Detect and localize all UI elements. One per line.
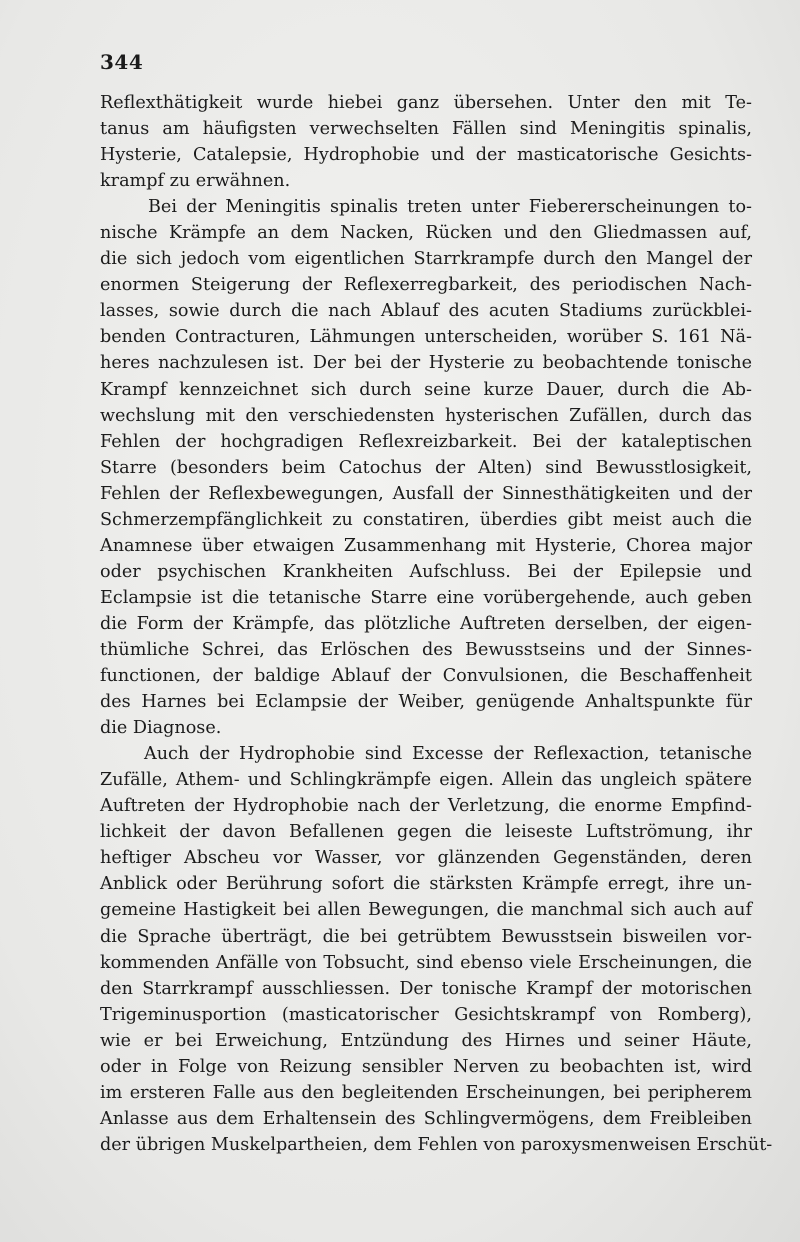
text-line: thümliche Schrei, das Erlöschen des Bewusstseins und der Sinnes- xyxy=(100,639,752,660)
text-line: oder psychischen Krankheiten Aufschluss. Bei der Epilepsie und xyxy=(100,561,752,582)
text-line: des Harnes bei Eclampsie der Weiber, genügende Anhaltspunkte für xyxy=(100,692,752,713)
text-line: nische Krämpfe an dem Nacken, Rücken und den Gliedmassen auf, xyxy=(100,223,752,244)
text-line: Hysterie, Catalepsie, Hydrophobie und der masticatorische Gesichts- xyxy=(100,145,752,166)
text-line: wechslung mit den verschiedensten hysterischen Zufällen, durch das xyxy=(100,405,752,426)
text-line: die Form der Krämpfe, das plötzliche Auftreten derselben, der eigen- xyxy=(100,613,752,634)
text-line: lasses, sowie durch die nach Ablauf des acuten Stadiums zurückblei- xyxy=(100,301,752,322)
text-line: enormen Steigerung der Reflexerregbarkeit, des periodischen Nach- xyxy=(100,275,752,296)
text-line: benden Contracturen, Lähmungen unterscheiden, worüber S. 161 Nä- xyxy=(100,327,752,348)
text-line: Auch der Hydrophobie sind Excesse der Reflexaction, tetanische xyxy=(144,744,752,765)
text-line: Reflexthätigkeit wurde hiebei ganz übersehen. Unter den mit Te- xyxy=(100,93,752,113)
text-line: Anlasse aus dem Erhaltensein des Schlingvermögens, dem Freibleiben xyxy=(100,1108,752,1129)
text-line: Bei der Meningitis spinalis treten unter Fiebererscheinungen to- xyxy=(148,197,752,218)
text-line: Zufälle, Athem- und Schlingkrämpfe eigen. Allein das ungleich spätere xyxy=(100,770,752,791)
body-text xyxy=(100,90,773,1158)
text-line: die Diagnose. xyxy=(100,718,222,739)
text-line: Anamnese über etwaigen Zusammenhang mit Hysterie, Chorea major xyxy=(100,535,752,556)
text-line: lichkeit der davon Befallenen gegen die leiseste Luftströmung, ihr xyxy=(100,822,752,843)
text-line: heres nachzulesen ist. Der bei der Hysterie zu beobachtende tonische xyxy=(100,353,752,374)
text-line: heftiger Abscheu vor Wasser, vor glänzenden Gegenständen, deren xyxy=(100,848,752,869)
text-line: functionen, der baldige Ablauf der Convulsionen, die Beschaffenheit xyxy=(100,666,752,687)
text-line: der übrigen Muskelpartheien, dem Fehlen von paroxysmenweisen Erschüt- xyxy=(100,1134,773,1155)
text-line: wie er bei Erweichung, Entzündung des Hirnes und seiner Häute, xyxy=(100,1030,752,1051)
text-line: die Sprache überträgt, die bei getrübtem Bewusstsein bisweilen vor- xyxy=(100,926,752,947)
text-line: Schmerzempfänglichkeit zu constatiren, überdies gibt meist auch die xyxy=(100,509,752,530)
text-line: tanus am häufigsten verwechselten Fällen sind Meningitis spinalis, xyxy=(100,119,752,140)
text-line: Eclampsie ist die tetanische Starre eine vorübergehende, auch geben xyxy=(100,587,752,608)
text-line: Anblick oder Berührung sofort die stärksten Krämpfe erregt, ihre un- xyxy=(100,874,752,895)
text-line: Starre (besonders beim Catochus der Alten) sind Bewusstlosigkeit, xyxy=(100,457,752,478)
text-line: den Starrkrampf ausschliessen. Der tonische Krampf der motorischen xyxy=(100,978,752,999)
text-line: Trigeminusportion (masticatorischer Gesichtskrampf von Romberg), xyxy=(100,1004,752,1025)
text-line: kommenden Anfälle von Tobsucht, sind ebenso viele Erscheinungen, die xyxy=(100,952,752,973)
text-line: gemeine Hastigkeit bei allen Bewegungen, die manchmal sich auch auf xyxy=(100,900,752,921)
text-line: krampf zu erwähnen. xyxy=(100,171,291,192)
page-number: 344 xyxy=(100,50,144,74)
text-line: oder in Folge von Reizung sensibler Nerven zu beobachten ist, wird xyxy=(100,1056,752,1077)
text-line: Auftreten der Hydrophobie nach der Verletzung, die enorme Empfind- xyxy=(100,796,752,817)
text-line: Krampf kennzeichnet sich durch seine kurze Dauer, durch die Ab- xyxy=(100,379,752,400)
text-line: Fehlen der hochgradigen Reflexreizbarkeit. Bei der kataleptischen xyxy=(100,431,752,452)
text-line: im ersteren Falle aus den begleitenden Erscheinungen, bei peripherem xyxy=(100,1082,752,1103)
text-line: die sich jedoch vom eigentlichen Starrkrampfe durch den Mangel der xyxy=(100,249,752,270)
text-line: Fehlen der Reflexbewegungen, Ausfall der Sinnesthätigkeiten und der xyxy=(100,483,752,504)
